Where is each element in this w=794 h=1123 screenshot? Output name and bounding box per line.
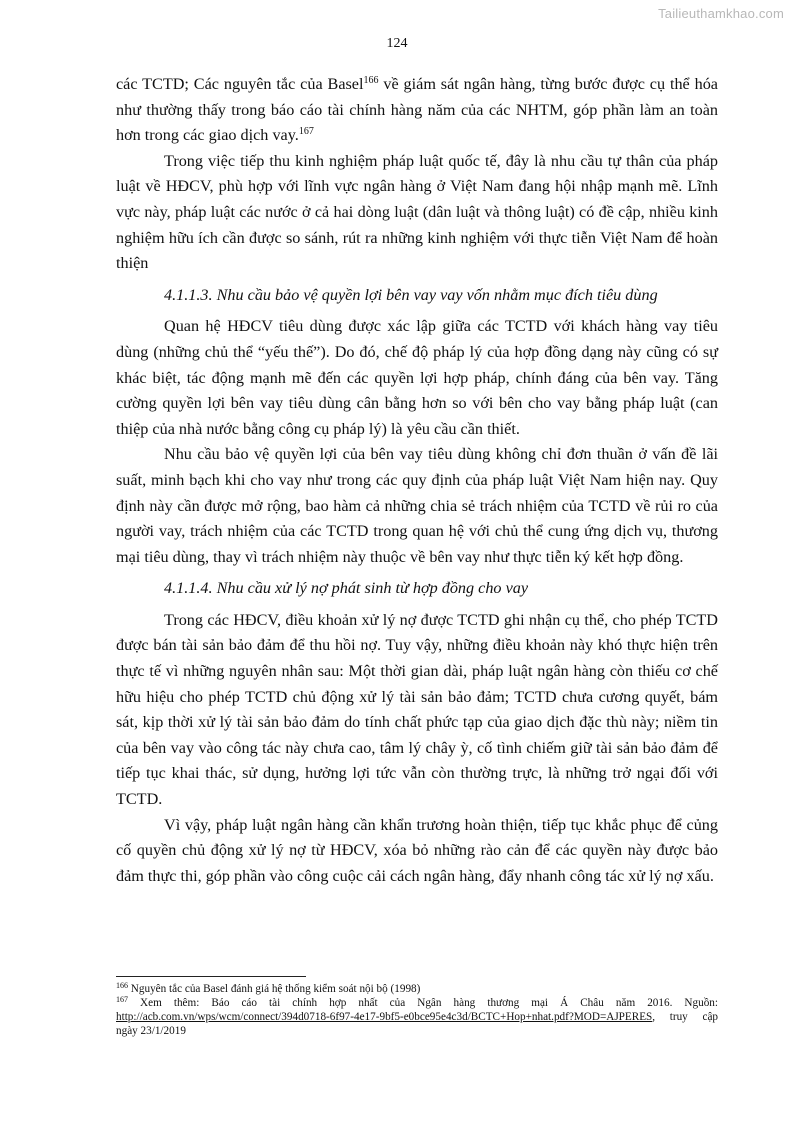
footnote-divider: [116, 976, 306, 977]
footnote-number: 167: [116, 995, 128, 1004]
paragraph-5: Trong các HĐCV, điều khoản xử lý nợ được TCTD ghi nhận cụ thể, cho phép TCTD được bán tài sản bảo đảm để thu hồi nợ. Tuy vậy, những điều khoản này khó thực hiện trên thực tế vì những nguyên nhân sau: Một thời gian dài, pháp luật ngân hàng còn thiếu cơ chế hữu hiệu cho phép TCTD chủ động xử lý tài sản bảo đảm; TCTD chưa cương quyết, bám sát, kịp thời xử lý tài sản bảo đảm do tính chất phức tạp của giao dịch đặc thù này; niềm tin của bên vay vào công tác này chưa cao, tâm lý chây ỳ, cố tình chiếm giữ tài sản bảo đảm để tiếp tục khai thác, sử dụng, hưởng lợi tức vẫn còn thường trực, là những trở ngại đối với TCTD.: [116, 610, 718, 809]
footnote-text: Nguyên tắc của Basel đánh giá hệ thống kiểm soát nội bộ (1998): [128, 983, 421, 995]
footnote-text: Xem thêm: Báo cáo tài chính hợp nhất của Ngân hàng thương mại Á Châu năm 2016. Nguồn:: [128, 997, 718, 1009]
document-body: [116, 72, 718, 889]
footnote-167: [116, 996, 718, 1038]
paragraph-1-text-b: về giám sát ngân hàng, từng bước được cụ thể hóa như thường thấy trong báo cáo tài chính hàng năm của các NHTM, góp phần làm an toàn hơn trong các giao dịch vay.: [116, 75, 718, 145]
paragraph-4: Nhu cầu bảo vệ quyền lợi của bên vay tiêu dùng không chỉ đơn thuần ở vấn đề lãi suất, minh bạch khi cho vay như trong các quy định của pháp luật Việt Nam hiện nay. Quy định này cần được mở rộng, bao hàm cả những chia sẻ trách nhiệm của TCTD về rủi ro của người vay, trách nhiệm của các TCTD trong quan hệ với chủ thể cung ứng dịch vụ, thương mại tiêu dùng, thay vì trách nhiệm này thuộc về bên vay như thực tiễn ký kết hợp đồng.: [116, 445, 718, 566]
section-heading-4-1-1-3: 4.1.1.3. Nhu cầu bảo vệ quyền lợi bên vay vay vốn nhằm mục đích tiêu dùng: [164, 285, 658, 304]
page-number: 124: [386, 36, 408, 51]
footnote-suffix: , truy cập ngày 23/1/2019: [116, 1011, 718, 1037]
paragraph-6: Vì vậy, pháp luật ngân hàng cần khẩn trương hoàn thiện, tiếp tục khắc phục để củng cố quyền chủ động xử lý nợ từ HĐCV, xóa bỏ những rào cản để các quyền này được bảo đảm thực thi, góp phần vào công cuộc cải cách ngân hàng, đẩy nhanh công tác xử lý nợ xấu.: [116, 815, 718, 885]
paragraph-3: Quan hệ HĐCV tiêu dùng được xác lập giữa các TCTD với khách hàng vay tiêu dùng (những chủ thể “yếu thế”). Do đó, chế độ pháp lý của hợp đồng dạng này cũng có sự khác biệt, tác động mạnh mẽ đến các quyền lợi hợp pháp, chính đáng của bên vay. Tăng cường quyền lợi bên vay tiêu dùng cân bằng hơn so với bên cho vay bằng pháp luật (can thiệp của nhà nước bằng công cụ pháp lý) là yêu cầu cần thiết.: [116, 317, 718, 438]
paragraph-1-text-a: các TCTD; Các nguyên tắc của Basel: [116, 75, 364, 93]
footnote-ref-166[interactable]: 166: [363, 75, 379, 86]
footnotes: [116, 982, 718, 1038]
footnote-ref-167[interactable]: 167: [298, 126, 314, 138]
paragraph-1: [116, 72, 718, 149]
footnote-number: 166: [116, 981, 128, 990]
section-heading-4-1-1-4: 4.1.1.4. Nhu cầu xử lý nợ phát sinh từ hợp đồng cho vay: [164, 579, 529, 598]
paragraph-2: Trong việc tiếp thu kinh nghiệm pháp luật quốc tế, đây là nhu cầu tự thân của pháp luật về HĐCV, phù hợp với lĩnh vực ngân hàng ở Việt Nam đang hội nhập mạnh mẽ. Lĩnh vực này, pháp luật các nước ở cả hai dòng luật (dân luật và thông luật) có đề cập, nhiều kinh nghiệm hữu ích cần được so sánh, rút ra những kinh nghiệm với thực tiễn Việt Nam để hoàn thiện: [116, 151, 718, 273]
watermark: Tailieuthamkhao.com: [658, 6, 784, 21]
footnote-166: [116, 982, 718, 996]
source-link[interactable]: http://acb.com.vn/wps/wcm/connect/394d0718-6f97-4e17-9bf5-e0bce95e4c3d/BCTC+Hop+nhat.pdf?MOD=AJPERES: [116, 1011, 653, 1023]
